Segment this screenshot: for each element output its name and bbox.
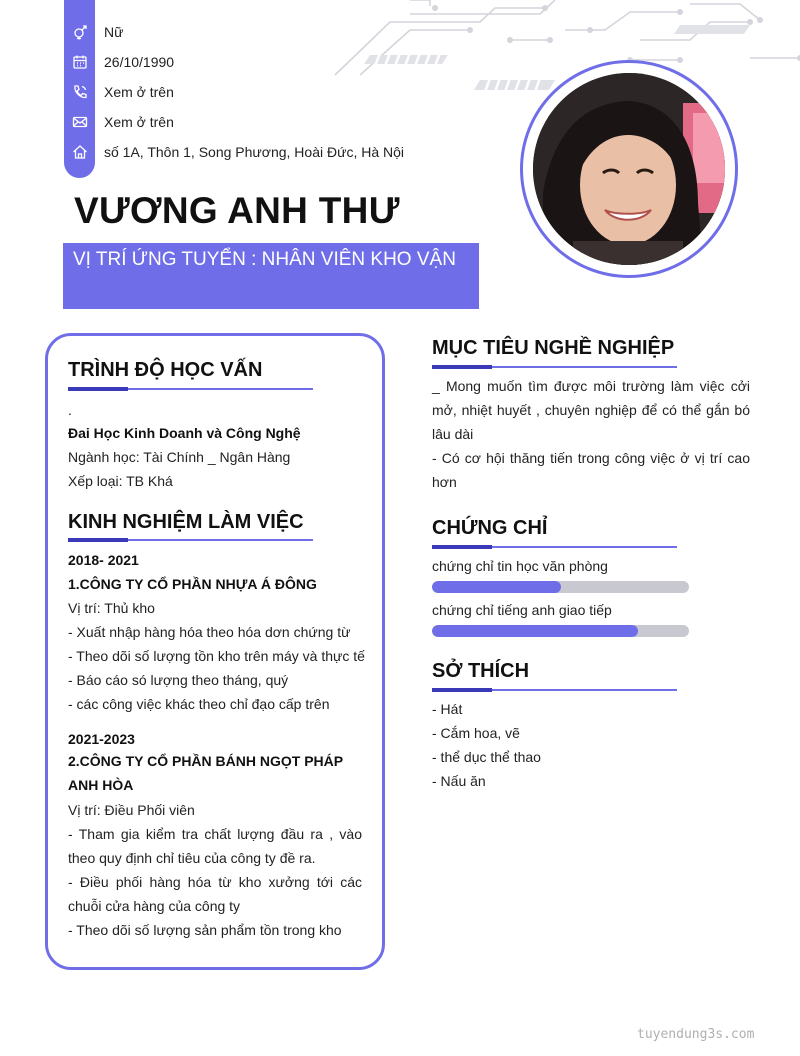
avatar bbox=[533, 73, 725, 265]
hobby-item: - thể dục thể thao bbox=[432, 749, 541, 765]
certificate-name: chứng chỉ tiếng anh giao tiếp bbox=[432, 602, 612, 618]
job-company: 1.CÔNG TY CỔ PHẦN NHỰA Á ĐÔNG bbox=[68, 576, 317, 592]
gender-icon bbox=[64, 17, 95, 47]
certificate-level-bar bbox=[432, 581, 689, 593]
certificate-name: chứng chỉ tin học văn phòng bbox=[432, 558, 608, 574]
certificate-level-fill bbox=[432, 581, 561, 593]
certificates-underline bbox=[432, 546, 677, 548]
contact-email bbox=[64, 107, 174, 137]
home-icon bbox=[64, 137, 95, 167]
phone-icon bbox=[64, 77, 95, 107]
contact-gender-text: Nữ bbox=[104, 24, 124, 40]
calendar-icon bbox=[64, 47, 95, 77]
job-period: 2021-2023 bbox=[68, 731, 135, 747]
objective-item: - Có cơ hội thăng tiến trong công việc ở vị trí cao hơn bbox=[432, 450, 750, 490]
education-underline bbox=[68, 388, 313, 390]
job-duty: - các công việc khác theo chỉ đạo cấp trên bbox=[68, 696, 330, 712]
objective-underline bbox=[432, 366, 677, 368]
job-role: Vị trí: Thủ kho bbox=[68, 600, 155, 616]
job-duty: - Điều phối hàng hóa từ kho xưởng tới các chuỗi cửa hàng của công ty bbox=[68, 874, 362, 914]
experience-title: KINH NGHIỆM LÀM VIỆC bbox=[68, 511, 304, 533]
education-grade: Xếp loại: TB Khá bbox=[68, 473, 173, 489]
education-school: Đai Học Kinh Doanh và Công Nghệ bbox=[68, 425, 301, 441]
education-dot: . bbox=[68, 402, 72, 418]
contact-birthday bbox=[64, 47, 174, 77]
contact-gender bbox=[64, 17, 123, 47]
hobby-item: - Cắm hoa, vẽ bbox=[432, 725, 520, 741]
job-duty: - Xuất nhập hàng hóa theo hóa dơn chứng từ bbox=[68, 624, 351, 640]
objective-title: MỤC TIÊU NGHỀ NGHIỆP bbox=[432, 337, 675, 359]
job-role: Vị trí: Điều Phối viên bbox=[68, 802, 195, 818]
job-duty: - Báo cáo só lượng theo tháng, quý bbox=[68, 672, 289, 688]
objective-item: _ Mong muốn tìm được môi trường làm việc cởi mở, nhiệt huyết , chuyên nghiệp để có thể gắn bó lâu dài bbox=[432, 378, 750, 442]
watermark-text: tuyendung3s.com bbox=[637, 1027, 755, 1042]
contact-birthday-text: 26/10/1990 bbox=[104, 54, 175, 70]
contact-phone-text: Xem ở trên bbox=[104, 84, 174, 100]
hobby-item: - Nấu ăn bbox=[432, 773, 486, 789]
education-major: Ngành học: Tài Chính _ Ngân Hàng bbox=[68, 449, 291, 465]
hobby-item: - Hát bbox=[432, 701, 463, 717]
hobbies-underline bbox=[432, 689, 677, 691]
contact-address-text: số 1A, Thôn 1, Song Phương, Hoài Đức, Hà Nội bbox=[104, 144, 405, 160]
contact-address bbox=[64, 137, 404, 167]
job-duty: - Theo dõi số lượng sản phẩm tồn trong kho bbox=[68, 922, 342, 938]
certificate-level-bar bbox=[432, 625, 689, 637]
experience-underline bbox=[68, 539, 313, 541]
job-duty: - Theo dõi số lượng tồn kho trên máy và thực tế bbox=[68, 648, 365, 664]
job-duty: - Tham gia kiểm tra chất lượng đầu ra , vào theo quy định chỉ tiêu của công ty đề ra. bbox=[68, 826, 362, 866]
mail-icon bbox=[64, 107, 95, 137]
position-banner: VỊ TRÍ ỨNG TUYỂN : NHÂN VIÊN KHO VẬN bbox=[63, 243, 479, 309]
certificates-title: CHỨNG CHỈ bbox=[432, 517, 548, 539]
education-title: TRÌNH ĐỘ HỌC VẤN bbox=[68, 359, 263, 381]
contact-email-text: Xem ở trên bbox=[104, 114, 174, 130]
candidate-name: VƯƠNG ANH THƯ bbox=[74, 190, 400, 231]
certificate-level-fill bbox=[432, 625, 638, 637]
contact-phone bbox=[64, 77, 174, 107]
job-period: 2018- 2021 bbox=[68, 552, 139, 568]
job-company: 2.CÔNG TY CỔ PHẦN BÁNH NGỌT PHÁP ANH HÒA bbox=[68, 753, 343, 793]
hobbies-title: SỞ THÍCH bbox=[432, 660, 530, 682]
